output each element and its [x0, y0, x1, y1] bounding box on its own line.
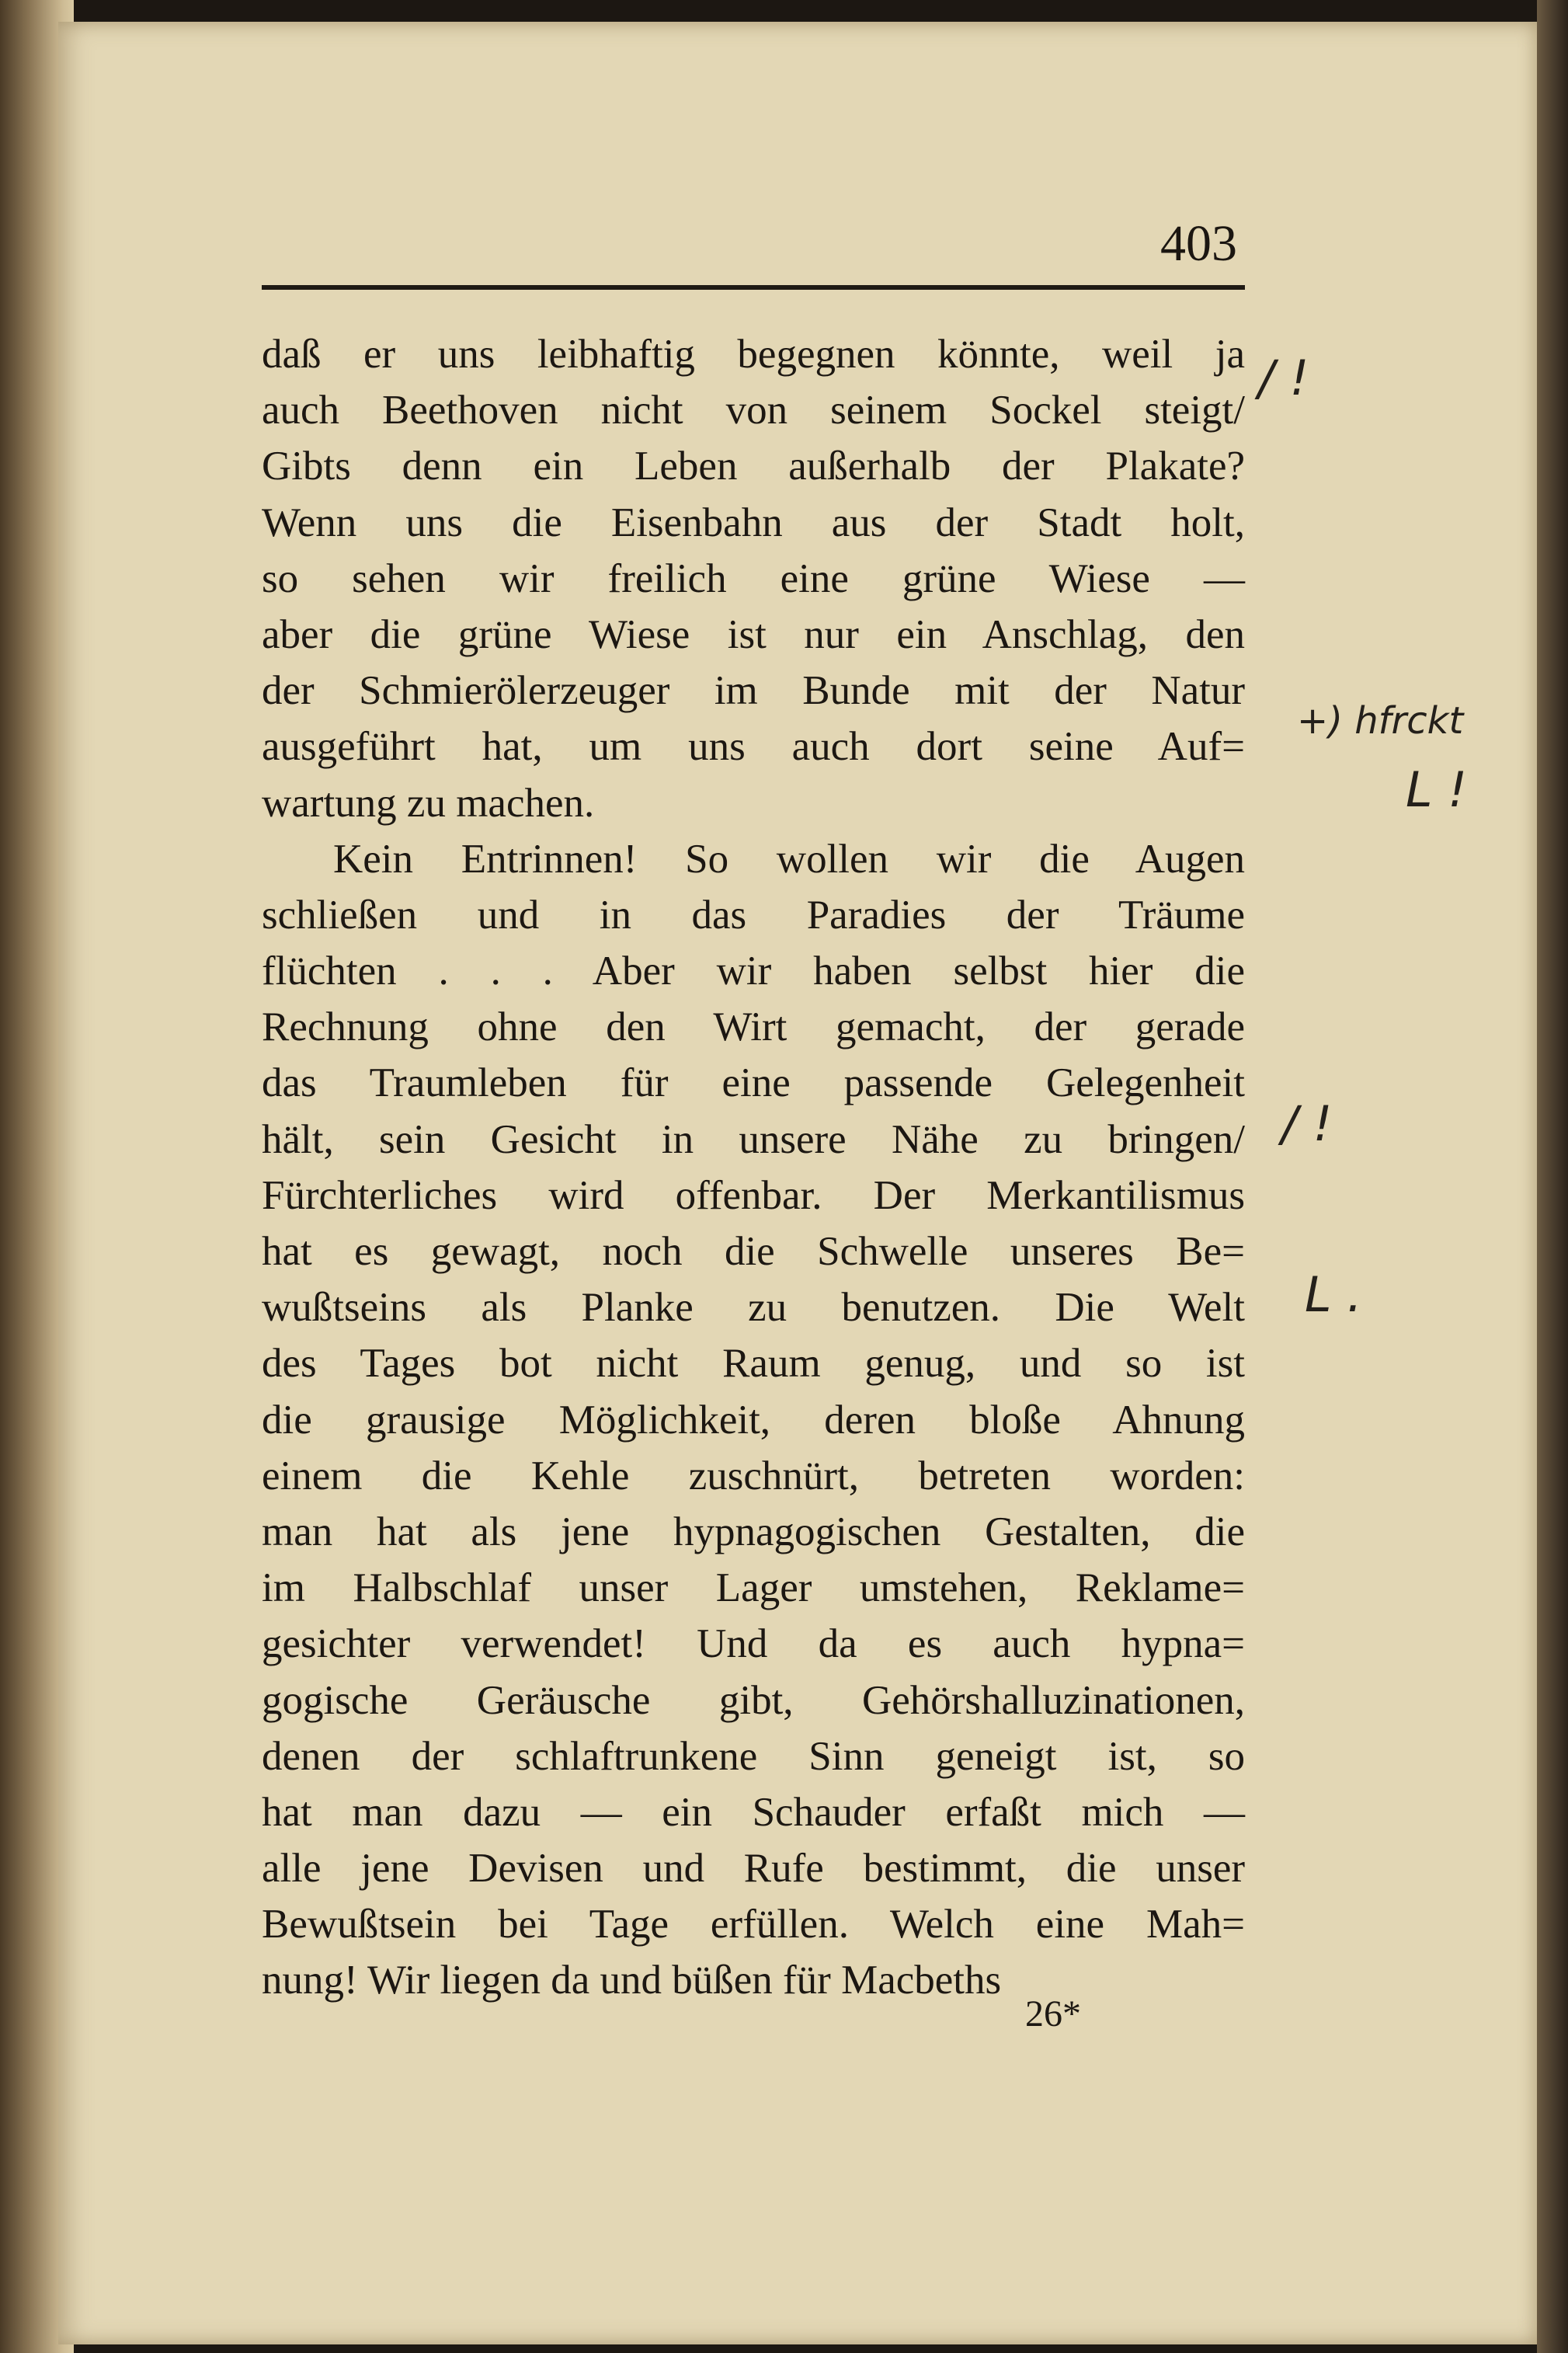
text-line: Wenn uns die Eisenbahn aus der Stadt holt,	[262, 499, 1245, 545]
header-rule	[262, 285, 1245, 290]
margin-note: +) hfrckt	[1297, 699, 1464, 743]
text-line: auch Beethoven nicht von seinem Sockel steigt/	[262, 388, 1245, 433]
text-line: einem die Kehle zuschnürt, betreten worden:	[262, 1453, 1245, 1498]
text-line: Bewußtsein bei Tage erfüllen. Welch eine Mah=	[262, 1902, 1245, 1947]
text-line: nung! Wir liegen da und büßen für Macbeths	[262, 1958, 1002, 2003]
page-edge	[1537, 0, 1568, 2353]
text-line: das Traumleben für eine passende Gelegenheit	[262, 1060, 1245, 1106]
margin-note: / !	[1281, 1095, 1333, 1152]
text-line: die grausige Möglichkeit, deren bloße Ahnung	[262, 1397, 1245, 1443]
signature-mark: 26*	[1025, 1993, 1081, 2035]
text-line: hat es gewagt, noch die Schwelle unseres Be=	[262, 1229, 1245, 1274]
text-line: aber die grüne Wiese ist nur ein Anschlag, den	[262, 611, 1245, 657]
text-line: man hat als jene hypnagogischen Gestalten, die	[262, 1509, 1245, 1554]
text-line: Rechnung ohne den Wirt gemacht, der gerade	[262, 1004, 1245, 1050]
margin-note: L !	[1406, 761, 1468, 818]
margin-note: / !	[1258, 350, 1309, 406]
text-line: hält, sein Gesicht in unsere Nähe zu bringen/	[262, 1116, 1245, 1162]
text-line: wußtseins als Planke zu benutzen. Die Welt	[262, 1285, 1245, 1331]
text-line: Gibts denn ein Leben außerhalb der Plakate?	[262, 444, 1245, 489]
text-line: flüchten . . . Aber wir haben selbst hier die	[262, 949, 1245, 994]
text-line: des Tages bot nicht Raum genug, und so ist	[262, 1341, 1245, 1387]
text-line: alle jene Devisen und Rufe bestimmt, die unser	[262, 1846, 1245, 1892]
text-line: gogische Geräusche gibt, Gehörshalluzinationen,	[262, 1677, 1245, 1723]
text-line: hat man dazu — ein Schauder erfaßt mich —	[262, 1789, 1245, 1835]
handwritten-margin-notes	[1250, 326, 1530, 1414]
text-line: wartung zu machen.	[262, 780, 595, 826]
page-number: 403	[1160, 215, 1237, 272]
text-line: ausgeführt hat, um uns auch dort seine Auf=	[262, 724, 1245, 770]
text-line: denen der schlaftrunkene Sinn geneigt ist, so	[262, 1733, 1245, 1779]
text-line: im Halbschlaf unser Lager umstehen, Reklame=	[262, 1565, 1245, 1611]
text-line: schließen und in das Paradies der Träume	[262, 892, 1245, 938]
text-line: der Schmierölerzeuger im Bunde mit der Natur	[262, 668, 1245, 714]
text-line: daß er uns leibhaftig begegnen könnte, weil ja	[262, 332, 1245, 377]
text-line: gesichter verwendet! Und da es auch hypna=	[262, 1621, 1245, 1667]
text-line: Fürchterliches wird offenbar. Der Merkantilismus	[262, 1172, 1245, 1218]
text-line: so sehen wir freilich eine grüne Wiese —	[262, 555, 1245, 601]
text-line: Kein Entrinnen! So wollen wir die Augen	[333, 836, 1245, 882]
margin-note: L .	[1305, 1266, 1362, 1323]
body-text	[262, 326, 1245, 2009]
